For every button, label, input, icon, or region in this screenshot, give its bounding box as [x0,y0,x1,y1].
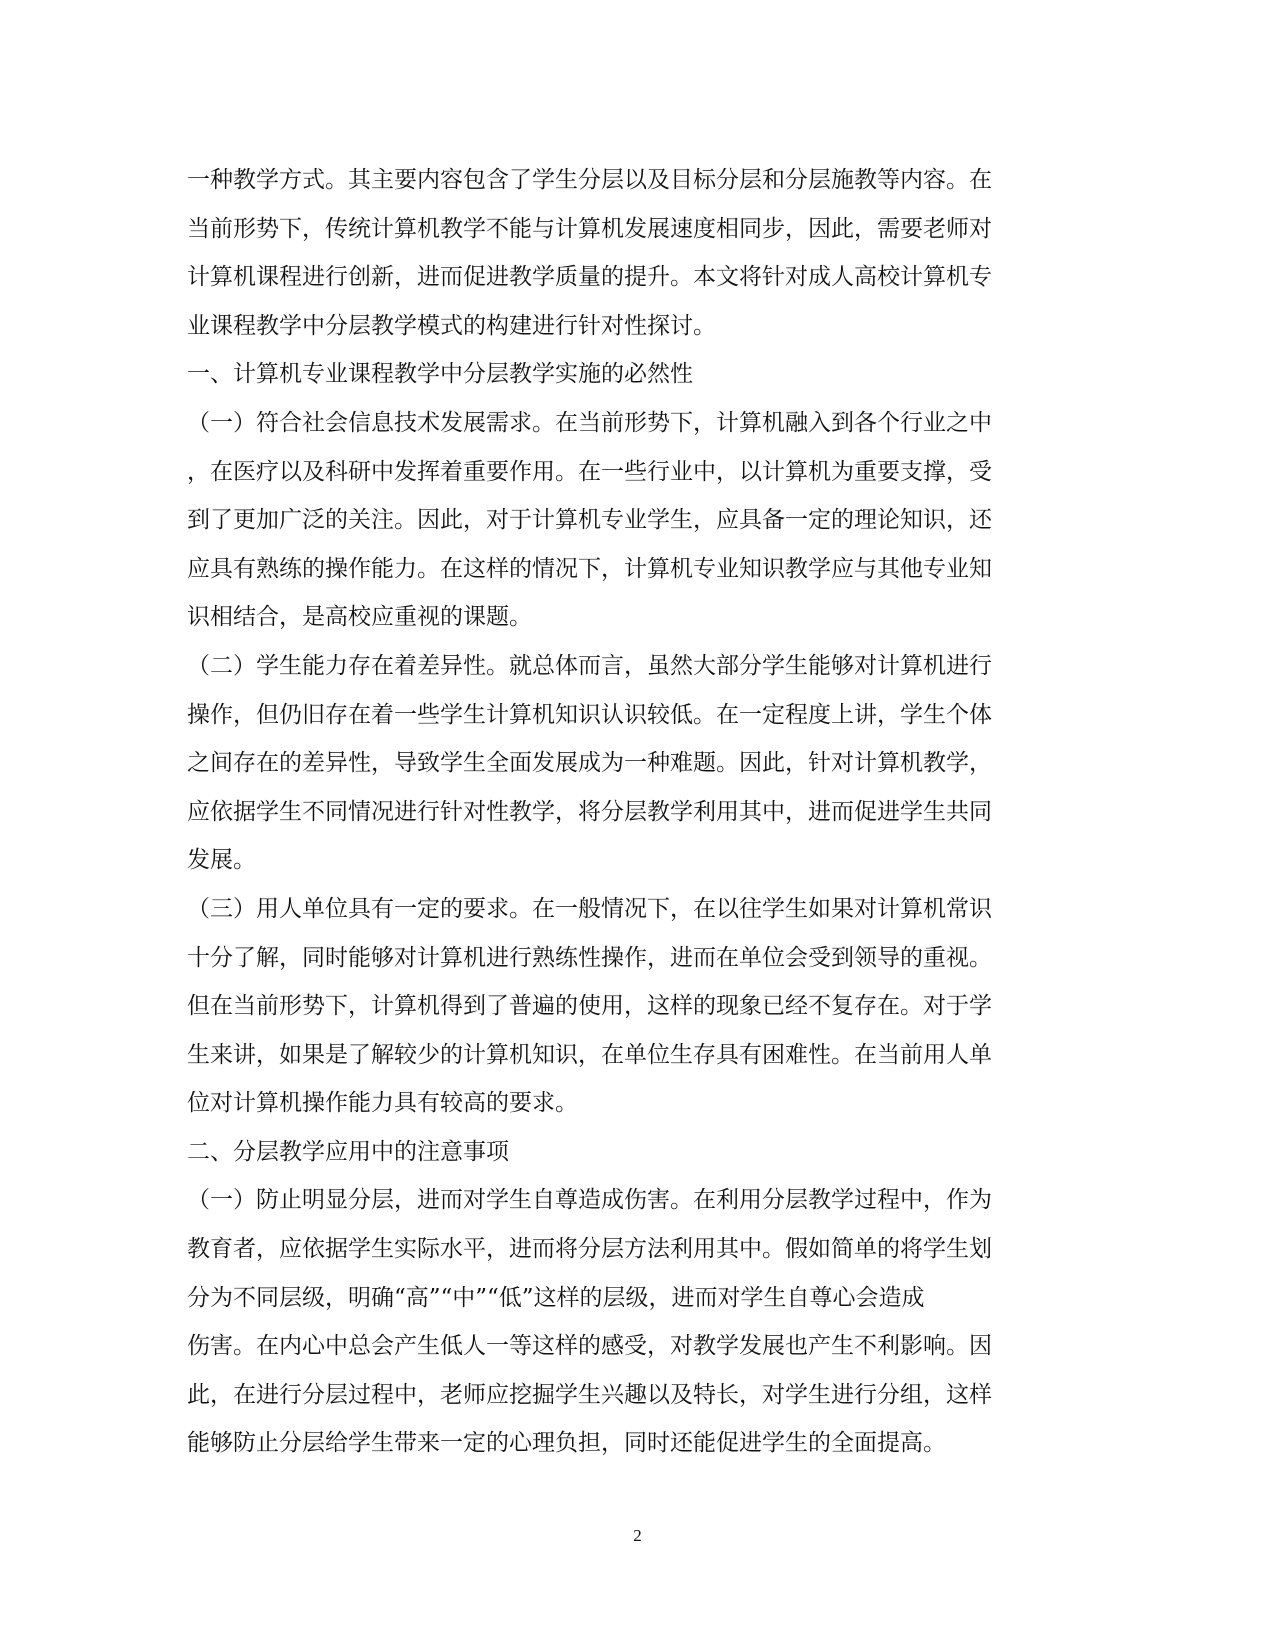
text-line: 之间存在的差异性，导致学生全面发展成为一种难题。因此，针对计算机教学， [187,750,992,777]
text-line: 操作，但仍旧存在着一些学生计算机知识认识较低。在一定程度上讲，学生个体 [187,701,992,728]
text-line: 生来讲，如果是了解较少的计算机知识，在单位生存具有困难性。在当前用人单 [187,1041,992,1068]
text-line: 能够防止分层给学生带来一定的心理负担，同时还能促进学生的全面提高。 [187,1430,946,1457]
text-line: 十分了解，同时能够对计算机进行熟练性操作，进而在单位会受到领导的重视。 [187,944,992,971]
text-line: 位对计算机操作能力具有较高的要求。 [187,1090,578,1117]
text-line: 此，在进行分层过程中，老师应挖掘学生兴趣以及特长，对学生进行分组，这样 [187,1381,992,1408]
text-line: 发展。 [187,847,256,874]
text-line: 一种教学方式。其主要内容包含了学生分层以及目标分层和分层施教等内容。在 [187,167,992,193]
text-line: 分为不同层级，明确“高”“中”“低”这样的层级，进而对学生自尊心会造成 [187,1284,925,1311]
text-line: 业课程教学中分层教学模式的构建进行针对性探讨。 [187,312,716,339]
text-line: 识相结合，是高校应重视的课题。 [187,604,532,631]
body-text [187,156,1087,1468]
text-line: 二、分层教学应用中的注意事项 [187,1138,509,1165]
text-line: （一）防止明显分层，进而对学生自尊造成伤害。在利用分层教学过程中，作为 [187,1187,992,1214]
text-line: 一、计算机专业课程教学中分层教学实施的必然性 [187,361,693,388]
text-line: （二）学生能力存在着差异性。就总体而言，虽然大部分学生能够对计算机进行 [187,652,992,679]
text-line: 应依据学生不同情况进行针对性教学，将分层教学利用其中，进而促进学生共同 [187,798,992,825]
text-line: 应具有熟练的操作能力。在这样的情况下，计算机专业知识教学应与其他专业知 [187,555,992,582]
text-line: （三）用人单位具有一定的要求。在一般情况下，在以往学生如果对计算机常识 [187,895,992,922]
text-line: ，在医疗以及科研中发挥着重要作用。在一些行业中，以计算机为重要支撑，受 [187,458,992,485]
text-line: 教育者，应依据学生实际水平，进而将分层方法利用其中。假如简单的将学生划 [187,1236,992,1263]
text-line: 当前形势下，传统计算机教学不能与计算机发展速度相同步，因此，需要老师对 [187,215,992,242]
text-line: （一）符合社会信息技术发展需求。在当前形势下，计算机融入到各个行业之中 [187,409,992,436]
page-number: 2 [633,1526,642,1545]
text-line: 计算机课程进行创新，进而促进教学质量的提升。本文将针对成人高校计算机专 [187,264,992,291]
text-line: 到了更加广泛的关注。因此，对于计算机专业学生，应具备一定的理论知识，还 [187,507,992,534]
text-line: 伤害。在内心中总会产生低人一等这样的感受，对教学发展也产生不利影响。因 [187,1333,992,1360]
text-line: 但在当前形势下，计算机得到了普遍的使用，这样的现象已经不复存在。对于学 [187,993,992,1020]
